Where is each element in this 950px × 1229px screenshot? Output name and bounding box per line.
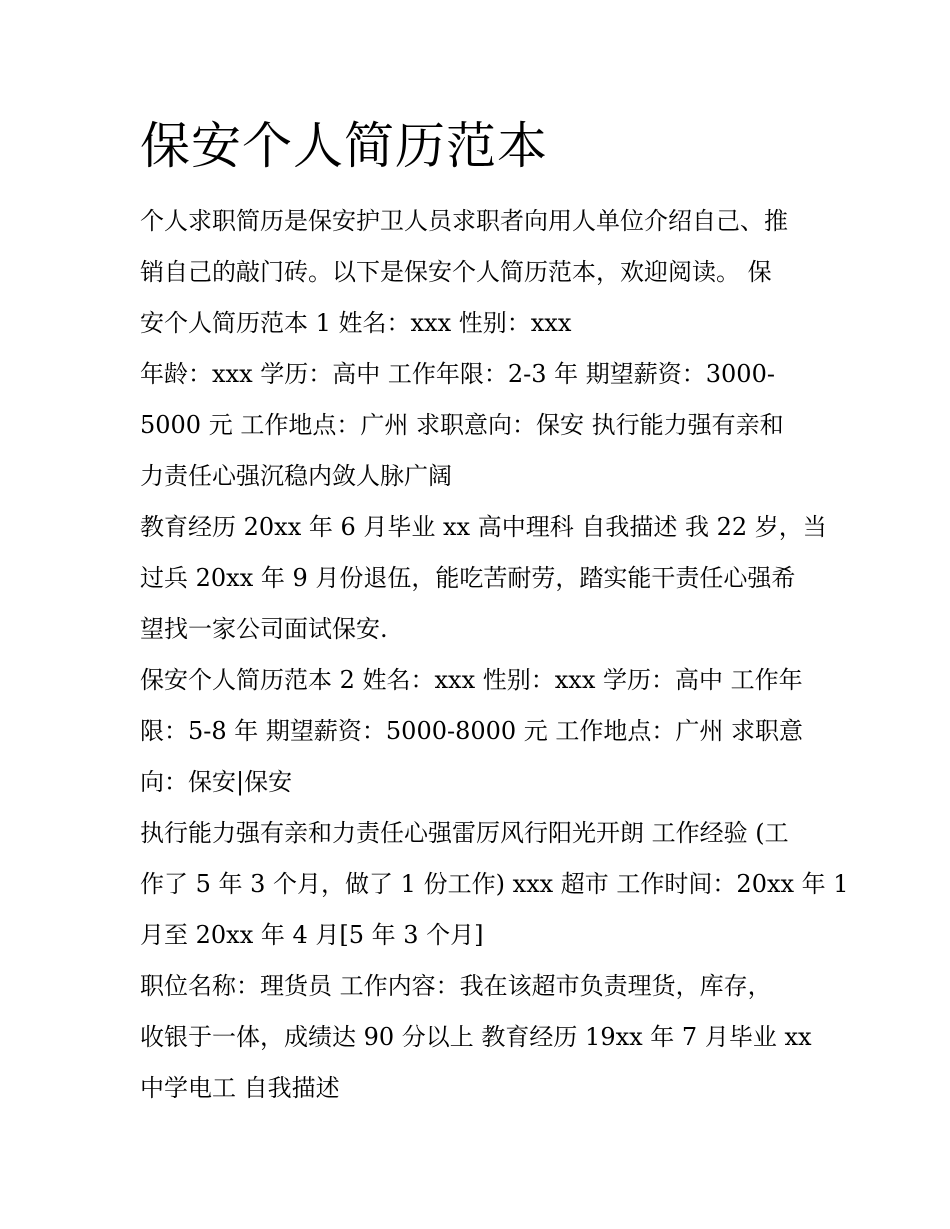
- text-line: 销自己的敲门砖。以下是保安个人简历范本，欢迎阅读。 保: [140, 258, 772, 286]
- paragraph-resume2-job: [140, 961, 830, 1114]
- text-line: 作了 5 年 3 个月，做了 1 份工作) xxx 超市 工作时间：20xx 年 1: [140, 870, 849, 898]
- text-line: 5000 元 工作地点：广州 求职意向：保安 执行能力强有亲和: [140, 411, 784, 439]
- text-line: 保安个人简历范本 2 姓名：xxx 性别：xxx 学历：高中 工作年: [140, 666, 803, 694]
- text-line: 过兵 20xx 年 9 月份退伍，能吃苦耐劳，踏实能干责任心强希: [140, 564, 796, 592]
- document-title: 保安个人简历范本: [140, 117, 548, 175]
- paragraph-resume2-experience: [140, 808, 849, 961]
- text-line: 向：保安|保安: [140, 768, 293, 796]
- text-line: 教育经历 20xx 年 6 月毕业 xx 高中理科 自我描述 我 22 岁，当: [140, 513, 827, 541]
- text-line: 年龄：xxx 学历：高中 工作年限：2-3 年 期望薪资：3000-: [140, 360, 775, 388]
- paragraph-resume1-basic: [140, 349, 830, 502]
- text-line: 收银于一体，成绩达 90 分以上 教育经历 19xx 年 7 月毕业 xx: [140, 1023, 812, 1051]
- text-line: 限：5-8 年 期望薪资：5000-8000 元 工作地点：广州 求职意: [140, 717, 804, 745]
- paragraph-resume1-education: [140, 502, 830, 655]
- text-line: 月至 20xx 年 4 月[5 年 3 个月]: [140, 921, 484, 949]
- text-line: 望找一家公司面试保安.: [140, 615, 388, 643]
- text-line: 个人求职简历是保安护卫人员求职者向用人单位介绍自己、推: [140, 207, 788, 235]
- text-line: 职位名称：理货员 工作内容：我在该超市负责理货，库存，: [140, 972, 772, 1000]
- text-line: 中学电工 自我描述: [140, 1074, 340, 1102]
- text-line: 安个人简历范本 1 姓名：xxx 性别：xxx: [140, 309, 572, 337]
- paragraph-resume2-basic: [140, 655, 830, 808]
- text-line: 力责任心强沉稳内敛人脉广阔: [140, 462, 452, 490]
- text-line: 执行能力强有亲和力责任心强雷厉风行阳光开朗 工作经验 (工: [140, 819, 789, 847]
- paragraph-intro: [140, 196, 830, 349]
